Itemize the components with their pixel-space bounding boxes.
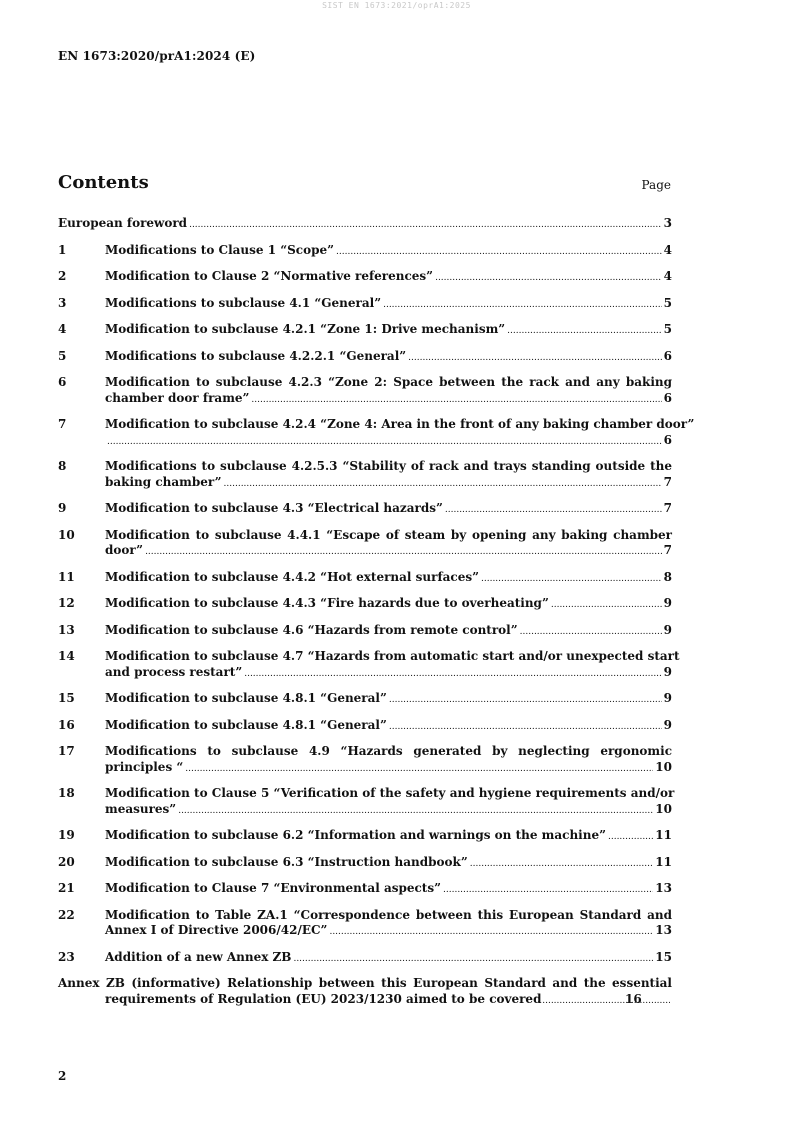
page-number: 2 (58, 1069, 67, 1083)
toc-entry-line: Modification to Clause 5 “Verification of the safety and hygiene requirements and/or (105, 786, 675, 800)
toc-leader-dots (383, 296, 662, 314)
toc-entry-number: 6 (58, 375, 67, 389)
toc-entry-page: 6 (663, 432, 672, 447)
toc-entry-page: 9 (663, 596, 672, 610)
toc-entry-title (105, 459, 672, 492)
toc-entry-number: 18 (58, 786, 75, 800)
toc-entry[interactable] (58, 296, 672, 314)
toc-entry-number: 9 (58, 501, 67, 515)
toc-entry-page: 13 (655, 923, 672, 937)
toc-entry[interactable] (58, 786, 675, 819)
toc-leader-dots (107, 433, 662, 451)
toc-entry[interactable] (58, 908, 672, 941)
toc-entry-line: door” (105, 543, 144, 557)
toc-entry-page: 5 (663, 322, 672, 336)
toc-entry[interactable] (58, 976, 672, 1009)
toc-entry-number: 23 (58, 949, 75, 964)
toc-leader-dots (507, 322, 661, 340)
document-header: EN 1673:2020/prA1:2024 (E) (58, 49, 256, 63)
toc-entry-line: Modifications to subclause 4.9 “Hazards generated by neglecting ergonomic (105, 744, 672, 758)
toc-entry-line: principles “ (105, 759, 184, 774)
toc-entry-page: 3 (663, 216, 672, 230)
toc-leader-dots (435, 269, 662, 287)
toc-leader-dots (608, 828, 653, 846)
toc-entry-title (105, 950, 672, 968)
toc-entry-line: Modification to Table ZA.1 “Correspondence between this European Standard and (105, 907, 672, 922)
toc-leader-dots (178, 802, 653, 820)
toc-leader-dots (293, 950, 653, 968)
toc-entry[interactable] (58, 855, 672, 873)
toc-entry-title (105, 322, 672, 340)
toc-entry-page: 5 (663, 295, 672, 310)
toc-entry-title (105, 744, 672, 777)
toc-entry-title (105, 501, 672, 519)
toc-entry-title (105, 855, 672, 873)
toc-entry[interactable] (58, 718, 672, 736)
toc-entry-line: Modification to subclause 4.4.2 “Hot external surfaces” (105, 569, 479, 584)
toc-entry-title (105, 786, 675, 819)
toc-leader-dots (251, 391, 661, 409)
toc-entry-number: 4 (58, 322, 67, 336)
toc-entry-line: Modifications to subclause 4.2.2.1 “General” (105, 348, 407, 363)
toc-entry-title (105, 375, 672, 408)
toc-entry-title (105, 570, 672, 588)
toc-entry-title (105, 349, 672, 367)
toc-entry[interactable] (58, 501, 672, 519)
toc-entry-title (105, 908, 672, 941)
toc-entry-title (105, 417, 695, 450)
toc-entry-title (105, 243, 672, 261)
toc-leader-dots (443, 881, 653, 899)
toc-entry-page: 6 (663, 348, 672, 363)
toc-entry-title (105, 296, 672, 314)
toc-entry[interactable] (58, 881, 672, 899)
toc-entry-page: 10 (655, 801, 672, 816)
toc-leader-dots (470, 855, 654, 873)
toc-leader-dots (520, 623, 662, 641)
toc-entry[interactable] (58, 950, 672, 968)
toc-entry-title (105, 528, 672, 561)
toc-entry-line: Modifications to Clause 1 “Scope” (105, 242, 335, 257)
toc-entry-line: baking chamber” (105, 474, 222, 489)
toc-leader-dots (389, 691, 662, 709)
toc-entry-line: Addition of a new Annex ZB (105, 949, 292, 964)
toc-entry-number: 19 (58, 828, 75, 842)
toc-leader-dots (329, 923, 653, 941)
toc-entry-number: 10 (58, 527, 75, 542)
toc-leader-dots (185, 760, 653, 778)
toc-entry-title (105, 718, 672, 736)
toc-entry-title (105, 649, 680, 682)
toc-leader-dots (244, 665, 661, 683)
toc-entry-line: Modification to subclause 4.4.1 “Escape of steam by opening any baking chamber (105, 527, 672, 542)
toc-entry-page: 8 (663, 569, 672, 584)
toc-entry-number: 1 (58, 242, 67, 257)
toc-entry[interactable] (58, 649, 680, 682)
toc-entry-title: Annex ZB (informative) Relationship between this European Standard and the essential requirements of Regulation (EU) 2023/1230 aimed to be covered ..... 16 (58, 976, 672, 1009)
toc-entry-number: 20 (58, 854, 75, 869)
toc-entry[interactable] (58, 459, 672, 492)
toc-entry[interactable] (58, 349, 672, 367)
toc-entry-title (58, 216, 672, 234)
toc-leader-dots (336, 243, 662, 261)
toc-entry[interactable] (58, 322, 672, 340)
toc-entry-line: Modification to subclause 4.4.3 “Fire hazards due to overheating” (105, 596, 549, 610)
toc-entry[interactable] (58, 596, 672, 614)
toc-entry-number: 2 (58, 269, 67, 283)
toc-entry-page: 4 (663, 242, 672, 257)
toc-entry-page: 9 (663, 622, 672, 637)
toc-leader-dots (543, 992, 670, 1010)
toc-entry-number: 3 (58, 295, 67, 310)
toc-entry-line: Modifications to subclause 4.2.5.3 “Stability of rack and trays standing outside the (105, 459, 672, 473)
toc-entry-line: Modification to Clause 2 “Normative references” (105, 269, 434, 283)
toc-entry-line: Modification to subclause 4.6 “Hazards from remote control” (105, 622, 518, 637)
toc-entry-line: Modification to subclause 4.2.4 “Zone 4: Area in the front of any baking chamber door” (105, 417, 695, 431)
watermark: SIST EN 1673:2021/oprA1:2025 (322, 1, 471, 10)
toc-entry[interactable] (58, 744, 672, 777)
toc-entry-title (105, 596, 672, 614)
toc-entry-line: Modification to subclause 6.3 “Instruction handbook” (105, 854, 468, 869)
toc-entry-number: 7 (58, 417, 67, 431)
toc-entry-number: 16 (58, 717, 75, 732)
toc-entry-line: Modification to subclause 4.8.1 “General” (105, 717, 387, 732)
toc-entry-page: 9 (663, 691, 672, 705)
toc-entry-number: 12 (58, 596, 75, 610)
toc-entry-page: 7 (663, 501, 672, 515)
toc-entry[interactable] (58, 623, 672, 641)
toc-entry[interactable] (58, 216, 672, 234)
toc-entry-title (105, 623, 672, 641)
page-column-label: Page (641, 178, 671, 192)
toc-leader-dots (551, 596, 662, 614)
toc-entry[interactable] (58, 417, 695, 450)
toc-entry-number: 17 (58, 744, 75, 758)
toc-entry-number: 14 (58, 649, 75, 663)
toc-entry-page: 4 (663, 269, 672, 283)
toc-entry[interactable] (58, 691, 672, 709)
toc-leader-dots (445, 501, 662, 519)
toc-leader-dots (408, 349, 661, 367)
toc-entry[interactable] (58, 828, 672, 846)
toc-entry[interactable] (58, 269, 672, 287)
toc-entry-line: Modification to subclause 4.3 “Electrical hazards” (105, 501, 443, 515)
toc-entry-page: 7 (663, 543, 672, 557)
toc-entry-number: 21 (58, 881, 75, 895)
toc-entry-number: 5 (58, 348, 67, 363)
toc-entry-line: European foreword (58, 216, 188, 230)
toc-entry-number: 8 (58, 459, 67, 473)
table-of-contents (58, 216, 695, 1009)
toc-entry-line: requirements of Regulation (EU) 2023/1230 aimed to be covered (105, 991, 542, 1006)
toc-entry-line: measures” (105, 801, 177, 816)
toc-entry[interactable] (58, 570, 672, 588)
contents-title: Contents (58, 172, 149, 193)
toc-entry-page: 11 (655, 854, 672, 869)
toc-entry-line: Modification to Clause 7 “Environmental aspects” (105, 881, 442, 895)
toc-entry-page: 13 (655, 881, 672, 895)
toc-entry-line: Annex ZB (informative) Relationship between this European Standard and the essential (58, 976, 672, 990)
toc-leader-dots (189, 216, 662, 234)
toc-entry[interactable] (58, 375, 672, 408)
toc-entry-page: 6 (663, 390, 672, 405)
toc-entry-page: 15 (655, 949, 672, 964)
toc-entry-title (105, 881, 672, 899)
toc-entry-page: 10 (655, 759, 672, 774)
toc-entry-number: 15 (58, 691, 75, 705)
toc-leader-dots (481, 570, 662, 588)
toc-entry-line: Modification to subclause 6.2 “Information and warnings on the machine” (105, 828, 606, 842)
toc-leader-dots (389, 718, 662, 736)
toc-entry-line: Annex I of Directive 2006/42/EC” (105, 923, 328, 937)
toc-entry-line: Modification to subclause 4.2.1 “Zone 1: Drive mechanism” (105, 322, 506, 336)
toc-entry-page: 7 (663, 474, 672, 489)
toc-entry[interactable] (58, 528, 672, 561)
toc-entry-page: 11 (655, 828, 672, 842)
toc-entry-number: 22 (58, 907, 75, 922)
toc-entry-title (105, 269, 672, 287)
toc-entry-line: Modification to subclause 4.8.1 “General” (105, 691, 387, 705)
toc-entry-line: chamber door frame” (105, 390, 250, 405)
toc-entry-line: Modification to subclause 4.7 “Hazards from automatic start and/or unexpected start (105, 649, 680, 663)
toc-entry-number: 13 (58, 622, 75, 637)
toc-leader-dots (224, 475, 662, 493)
toc-leader-dots (145, 543, 662, 561)
toc-entry-number: 11 (58, 569, 75, 584)
toc-entry-line: Modifications to subclause 4.1 “General” (105, 295, 382, 310)
toc-entry-page: 9 (663, 717, 672, 732)
toc-entry-line: Modification to subclause 4.2.3 “Zone 2: Space between the rack and any baking (105, 375, 672, 389)
toc-entry-title (105, 691, 672, 709)
toc-entry-title (105, 828, 672, 846)
toc-entry[interactable] (58, 243, 672, 261)
toc-entry-line: and process restart” (105, 664, 243, 679)
toc-entry-page: 9 (663, 664, 672, 679)
